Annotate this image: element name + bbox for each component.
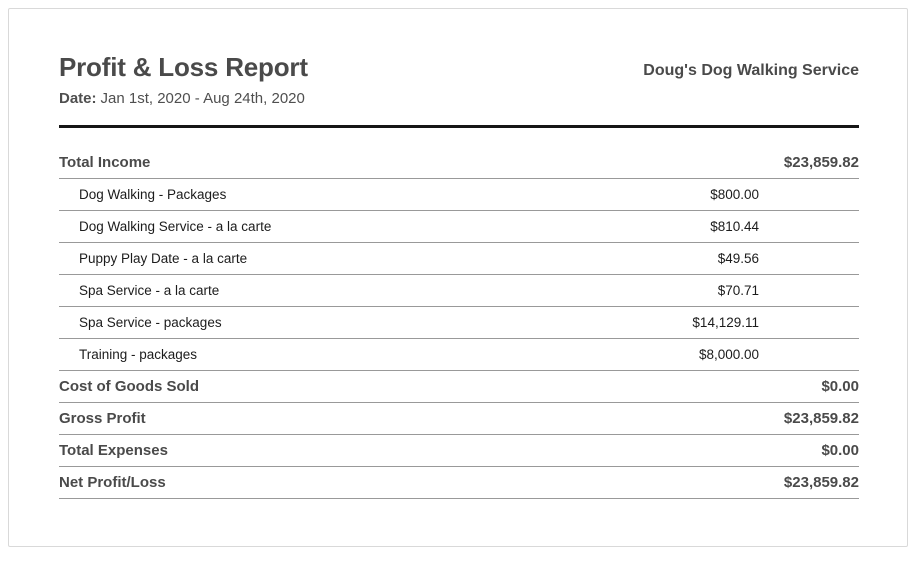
report-card <box>8 8 908 547</box>
table-row-total-income <box>59 128 859 179</box>
row-amount: $810.44 <box>710 218 759 234</box>
report-header-left <box>59 53 308 107</box>
date-label: Date: <box>59 89 97 107</box>
row-label: Gross Profit <box>59 409 146 427</box>
page-title: Profit & Loss Report <box>59 52 308 82</box>
table-row-total-expenses <box>59 435 859 467</box>
row-amount: $49.56 <box>717 250 759 266</box>
table-row <box>59 339 859 371</box>
table-row <box>59 211 859 243</box>
date-range-line <box>59 90 308 107</box>
row-label: Total Expenses <box>59 441 168 459</box>
table-row <box>59 179 859 211</box>
row-label: Puppy Play Date - a la carte <box>79 250 248 266</box>
row-amount: $14,129.11 <box>692 314 759 330</box>
row-amount: $23,859.82 <box>783 153 859 171</box>
row-amount: $23,859.82 <box>783 409 859 427</box>
table-row <box>59 275 859 307</box>
row-label: Training - packages <box>79 346 198 362</box>
table-row-gross-profit <box>59 403 859 435</box>
row-label: Total Income <box>59 153 151 171</box>
report-header <box>59 53 859 107</box>
table-row <box>59 307 859 339</box>
row-amount: $0.00 <box>821 441 859 459</box>
table-row-cost-of-goods-sold <box>59 371 859 403</box>
row-label: Spa Service - a la carte <box>79 282 220 298</box>
table-row <box>59 243 859 275</box>
row-amount: $8,000.00 <box>698 346 759 362</box>
row-label: Net Profit/Loss <box>59 473 166 491</box>
row-label: Dog Walking Service - a la carte <box>79 218 272 234</box>
profit-loss-table <box>59 128 859 499</box>
table-row-net-profit-loss <box>59 467 859 499</box>
row-amount: $23,859.82 <box>783 473 859 491</box>
row-label: Spa Service - packages <box>79 314 222 330</box>
row-amount: $70.71 <box>717 282 759 298</box>
row-label: Dog Walking - Packages <box>79 186 227 202</box>
row-amount: $800.00 <box>710 186 759 202</box>
company-name: Doug's Dog Walking Service <box>643 62 859 79</box>
date-range-value: Jan 1st, 2020 - Aug 24th, 2020 <box>100 89 305 107</box>
row-label: Cost of Goods Sold <box>59 377 199 395</box>
row-amount: $0.00 <box>821 377 859 395</box>
